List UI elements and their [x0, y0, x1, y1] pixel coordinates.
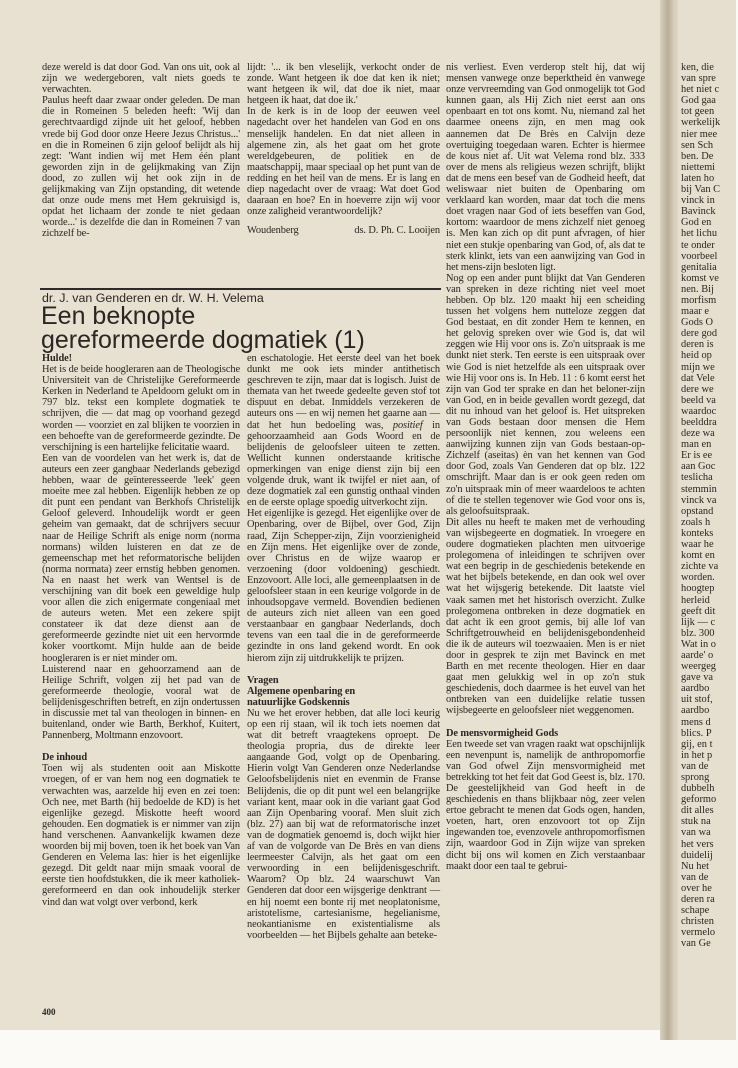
paragraph: Luisterend naar en gehoorzamend aan de Heilige Schrift, volgen zij het pad van de gereformeerde theologie, vooral wat de belijdenisgeschriften betreft, en zijn ondertussen in discussie met tal van theologen in binnen- en buitenland, onder wie Barth, Berkhof, Kuitert, Pannenberg, Moltmann enzovoort. — [42, 663, 240, 742]
next-page-line: van Ge — [681, 938, 711, 950]
paragraph: Toen wij als studenten ooit aan Miskotte vroegen, of er van hem nog een dogmatiek te verwachten was, aarzelde hij even en zei toen: Och nee, met Barth (hij bedoelde de KD) is het eigenlijke gezegd. Miskotte heeft woord gehouden. Een dogmatiek is er nimmer van zijn hand verschenen. Aanvankelijk kwamen deze woorden bij mij boven, toen ik het boek van Van Genderen en Velema las: hier is het eigenlijke gezegd. Dit geldt naar mijn smaak vooral de eerste tien hoofdstukken, die ik meer katholiek-gereformeerd en dan ook inhoudelijk sterker vind dan wat volgt over verbond, kerk — [42, 763, 240, 908]
next-page-line: worden. — [681, 572, 715, 584]
next-page-line: mijn we — [681, 361, 715, 373]
next-page-line: heid op — [681, 350, 712, 362]
section-heading: De mensvormigheid Gods — [446, 727, 559, 739]
section-heading: Hulde! — [42, 353, 72, 364]
next-page-line: dere we — [681, 383, 714, 395]
next-page-line: sprong — [681, 772, 710, 783]
next-page-line: werkelijk — [681, 117, 721, 129]
next-page-line: Nu het — [681, 860, 709, 872]
emphasis: positief — [392, 419, 423, 431]
paragraph: In de kerk is in de loop der eeuwen veel nagedacht over het handelen van God en ons menselijk handelen. En dat niet alleen in algemene zin, als het gaat om het grote wereldgebeuren, de politiek en de maatschappij, maar speciaal op het punt van de redding en het heil van de mens. Er is lang en diep nagedacht over de vraag: Wat doet God daaraan en hoe? En in hoeverre zijn wij voor onze zaligheid verantwoordelijk? — [247, 106, 440, 218]
next-page-line: beeld va — [681, 394, 716, 406]
previous-article-column-2 — [247, 62, 440, 236]
next-page-line: deren is — [681, 339, 714, 351]
next-page-line: van spre — [681, 73, 716, 85]
next-page-line: nen. Bij — [681, 283, 714, 295]
page-gutter — [660, 0, 680, 1040]
next-page-line: van wa — [681, 827, 711, 839]
next-page-line: schape — [681, 905, 710, 917]
article-title — [41, 304, 365, 352]
next-page-line: christen — [681, 916, 714, 928]
next-page-line: maar e — [681, 306, 709, 318]
next-page-line: Er is ee — [681, 450, 713, 462]
paragraph: Nu we het erover hebben, dat alle loci keurig op een rij staan, wil ik toch iets noemen dat wat dit betreft vraagtekens oproept. De theologia propria, dus de direkte leer aangaande God, volgt op de Openbaring. Hierin volgt Van Genderen onze Nederlandse Geloofsbelijdenis niet en evenmin de Franse Belijdenis, die op dit punt wel een belangrijke variant kent, maar ook in die variant gaat God aan Zijn Openbaring vooraf. Men sluit zich (blz. 27) aan bij wat de reformatorische inzet van de dogmatiek genoemd is, doch wijkt hier af van de volgorde van De Brès en van diens leermeester Calvijn, als het gaat om een verwoording in een belijdenisgeschrift. Waarom? Op blz. 24 waarschuwt Van Genderen dat door een wijsgerige denktrant — en hij noemt een bonte rij met neoplatonisme, aristotelisme, cartesianisme, hegelianisme, neokantianisme en existentialisme als voorbeelden — het Bijbels gehalte aan beteke- — [247, 707, 440, 941]
paragraph — [247, 353, 440, 508]
next-page-line: van de — [681, 760, 709, 772]
article-authors: dr. J. van Genderen en dr. W. H. Velema — [42, 291, 264, 305]
next-page-line: in het p — [681, 749, 713, 761]
next-page-line: het vers — [681, 838, 714, 850]
next-page-line: dubbelh — [681, 783, 715, 795]
next-page-line: ken, die — [681, 62, 714, 73]
next-page-line: dat Vele — [681, 372, 715, 384]
next-page-line: te onder — [681, 239, 715, 251]
next-page-line: God en — [681, 217, 712, 229]
next-page-column — [681, 62, 720, 950]
next-page-line: konteks — [681, 527, 714, 539]
next-page-line: morfism — [681, 294, 717, 306]
next-page-line: God gaa — [681, 95, 716, 107]
section-divider — [40, 288, 441, 290]
next-page-line: beelddra — [681, 417, 717, 428]
paragraph: Een van de voordelen van het werk is, dat de auteurs een zeer gangbaar Nederlands gebezigd hebben, waar de geïnteresseerde 'leek' geen moeite mee zal hebben. Eigenlijk hebben ze op dit punt een pendant van Berkhofs Christelijk Geloof geleverd. Inhoudelijk wordt er geen geheim van gemaakt, dat de schrijvers secuur naar de Heilige Schrift als enige norm (norma normans) wilden luisteren en dat ze de gemeenschap met het reformatorische belijden (norma normata) zeer ernstig hebben genomen. Na en naast het werk van Wentsel is de verschijning van dit boek een geweldige hulp voor allen die zich enigermate congeniaal met de auteurs weten. Met een zekere spijt constateer ik dat deze dienst aan de gereformeerde gezindte niet uit een hervormde koker voortkomt. Mijn hulde aan de beide hoogleraren is er niet minder om. — [42, 452, 240, 664]
next-page-line: vinck in — [681, 195, 715, 207]
next-page-line: geformo — [681, 794, 717, 806]
next-page-line: deren ra — [681, 894, 715, 906]
next-page-line: genitalia — [681, 261, 717, 273]
next-page-line: duidelij — [681, 849, 713, 861]
next-page-line: bij Van C — [681, 184, 721, 196]
next-page-line: stemmin — [681, 483, 717, 495]
next-page-line: vinck va — [681, 494, 717, 506]
signature-name: ds. D. Ph. C. Looijen — [354, 225, 440, 237]
article-column-1 — [42, 353, 240, 908]
next-page-line: sen Sch — [681, 139, 714, 151]
next-page-line: gij, en t — [681, 738, 713, 750]
next-page-line: het niet c — [681, 84, 720, 96]
next-page-line: aardbo — [681, 705, 710, 717]
next-page-line: tot geen — [681, 106, 715, 118]
title-line-2: gereformeerde dogmatiek (1) — [41, 326, 365, 354]
next-page-line: stuk na — [681, 816, 711, 828]
next-page-line: dit alles — [681, 805, 714, 817]
paragraph: deze wereld is dat door God. Van ons uit, ook al zijn we wedergeboren, valt niets goeds te verwachten. — [42, 62, 240, 96]
next-page-line: uit stof, — [681, 694, 713, 706]
next-page-line: het lichu — [681, 228, 718, 240]
next-page-line: laten ho — [681, 172, 715, 184]
next-page-line: teslicha — [681, 472, 713, 484]
next-page-line: deze wa — [681, 428, 715, 440]
next-page-line: niettemi — [681, 161, 716, 173]
next-page-line: man en — [681, 439, 712, 451]
paragraph: Het is de beide hoogleraren aan de Theologische Universiteit van de Christelijke Gereformeerde Kerken in Nederland te Apeldoorn gelukt om in 797 blz. tekst een komplete dogmatiek te schrijven, die — dat mag op voorhand gezegd worden — voorziet en zal blijken te voorzien in een behoefte van de gereformeerde gezindte. De verschijning is een hartelijke felicitatie waard. — [42, 364, 240, 453]
paragraph: lijdt: '... ik ben vleselijk, verkocht onder de zonde. Want hetgeen ik doe dat ken ik niet; want hetgeen ik wil, dat doe ik niet, maar hetgeen ik haat, dat doe ik.' — [247, 62, 440, 107]
next-page-line: vermelo — [681, 927, 716, 939]
next-page-line: blz. 300 — [681, 627, 715, 639]
subsection-heading: natuurlijke Godskennis — [247, 696, 350, 708]
text: in gehoorzaamheid aan Gods Woord en de belijdenis de geloofsleer uiteen te zetten. Wellicht kunnen onderstaande kritische opmerkingen van enige dienst zijn bij een volgende druk, want ik twijfel er niet aan, of deze dogmatiek zal een gunstig onthaal vinden en de eerste oplage spoedig uitverkocht zijn. — [247, 419, 440, 509]
next-page-line: lijk — c — [681, 616, 716, 628]
paragraph: Het eigenlijke is gezegd. Het eigenlijke over de Openbaring, over de Bijbel, over God, Zijn raad, Zijn Schepper-zijn, Zijn voorzienigheid en Zijn mens. Het eigenlijke over de zonde, over Christus en de wijze waarop er verzoening (door voldoening) geschiedt. Enzovoort. Alle loci, alle gemeenplaatsen in de geloofsleer staan in een keurige volgorde in de inhoudsopgave vermeld. Bovendien bedienen de auteurs zich niet alleen van een goed verstaanbaar en gangbaar Nederlands, doch tevens van een taal die in de gereformeerde gezindte in ons land gekend wordt. En ook hierom zijn zij uitdrukkelijk te prijzen. — [247, 508, 440, 664]
next-page-line: ben. De — [681, 150, 714, 162]
article-column-3 — [446, 62, 645, 872]
page-number: 400 — [42, 1007, 56, 1017]
next-page-line: blics. P — [681, 727, 712, 739]
paragraph: Paulus heeft daar zwaar onder geleden. De man die in Romeinen 5 beleden heeft: 'Wij dan gerechtvaardigd zijnde uit het geloof, hebben vrede bij God door onze Heere Jezus Christus...' en die in Romeinen 6 zijn geloof belijdt als hij zegt: 'Want indien wij met Hem één plant geworden zijn in de gelijkmaking van Zijn dood, zo zullen wij het ook zijn in de gelijkmaking van Zijn opstanding, dit wetende dat onze oude mens met Hem gekruisigd is, opdat het lichaam der zonde te niet gedaan worde...' is dezelfde die dan in Romeinen 7 van zichzelf be- — [42, 95, 240, 240]
next-page-line: aardbo — [681, 683, 710, 695]
signature-place: Woudenberg — [247, 225, 299, 237]
paragraph: Een tweede set van vragen raakt wat opschijnlijk een nevenpunt is, namelijk de anthropomorfie van God ofwel Zijn mensvormigheid met betrekking tot het feit dat God Geest is, blz. 170. De geestelijkheid van God heeft in de geschiedenis en thans blijkbaar nòg, zeer velen ertoe gebracht te menen dat Gods ogen, handen, voeten, hart, oren enzovoort tot op Zijn ingewanden toe, evenzovele anthropomorfismen zijn, waardoor God in Zijn wijze van spreken dicht bij ons wil komen en Zich verstaanbaar maakt door een taal te gebrui- — [446, 738, 645, 872]
next-page-line: over he — [681, 882, 712, 894]
next-page-line: gave va — [681, 672, 714, 684]
next-page-line: aan Goc — [681, 461, 716, 473]
next-page-line: opstand — [681, 505, 714, 517]
next-page-line: zichte va — [681, 561, 719, 573]
next-page-line: hoogtep — [681, 583, 715, 595]
next-page-line: van de — [681, 871, 709, 883]
next-page-line: komst ve — [681, 272, 719, 284]
next-page-line: Wat in o — [681, 638, 716, 650]
next-page-line: komt en — [681, 550, 715, 562]
paragraph: nis verliest. Even verderop stelt hij, dat wij mensen vanwege onze beperktheid èn vanwege onze vervreemding van God onmogelijk tot God kunnen gaan, als Hij Zich niet eerst aan ons openbaart en tot ons komt. Nu, niemand zal het daarmee oneens zijn, en men mag ook aannemen dat De Brès en Calvijn deze overtuiging toegedaan waren. Echter is hiermee de kous niet af. Uit wat Velema rond blz. 333 over de mens als religieus wezen schrijft, blijkt dat de mens een besef van de Godheid heeft, dat weliswaar niet buiten de Openbaring om verklaard kan worden, maar dat toch die mens doet vragen naar God of iets beseffen van God, kortom: waardoor de mens zichzelf niet genoeg is. Men kan zich op dit punt afvragen, of hier niet een stukje openbaring van God, of, als dat te sterk klinkt, iets van een aanwijzing van God in het mens-zijn besloten ligt. — [446, 62, 645, 273]
next-page-line: nier mee — [681, 128, 718, 140]
next-page-line: zoals h — [681, 516, 711, 528]
next-page-line: Gods O — [681, 317, 714, 329]
next-page-line: waar he — [681, 539, 714, 551]
section-heading: Vragen — [247, 674, 279, 686]
article-column-2 — [247, 353, 440, 941]
next-page-line: voorbeel — [681, 250, 718, 262]
previous-article-column-1 — [42, 62, 240, 240]
section-heading: De inhoud — [42, 752, 88, 764]
text: en eschatologie. Het eerste deel van het boek dunkt me ook iets minder antithetisch geschreven te zijn, maar dat is logisch. Juist de themata van het tweede gedeelte geven stof tot dispuut en debat. Inmiddels verzekeren de auteurs ons — en wij nemen het gaarne aan — dat het hun bedoeling was, — [247, 353, 440, 431]
paragraph: Nog op een ander punt blijkt dat Van Genderen van spreken in deze richting niet veel moet hebben. Op blz. 120 maakt hij een scheiding tussen het volgens hem nutteloze zeggen dat God bestaat, en dit zonder Hem te kennen, en het gelovig spreken over wie God is, dat wil zeggen wie Hij voor ons is. Zo'n uitspraak is me dunkt niet sterk. Ten eerste is een uitspraak over wie God is niet hetzelfde als een uitspraak over wie Hij voor ons is. In Heb. 11 : 6 komt eerst het zijn van God ter sprake en dan het beloner-zijn van God, en in beide gevallen wordt gezegd, dat dit nu inhoud van het geloof is. Het uitspreken van Gods bestaan door mensen die Hem persoonlijk niet kennen, zou weleens een aanwijzing kunnen zijn van Gods bestaan-op-Zichzelf (aseitas) èn van het kennen van God door God, zoals Van Genderen dat op blz. 122 omschrijft. Maar dan is er ook geen reden om zo'n uitspraak min of meer waardeloos te achten of die te stellen tegenover wie God voor ons is, als geloofsuitspraak. — [446, 272, 645, 517]
next-page-line: herleid — [681, 594, 710, 606]
subsection-heading: Algemene openbaring en — [247, 685, 356, 697]
paragraph: Dit alles nu heeft te maken met de verhouding van wijsbegeerte en dogmatiek. In vroegere en oudere dogmatieken plachten men uitvoerige prolegomena of inleidingen te schrijven over wat een begrip in de geschiedenis betekende en wat het bijbels betekende, en dan ook wel over wat het wijsgerig betekende. Dit laatste viel vaak samen met het historisch overzicht. Zulke prolegomena ontbreken in deze dogmatiek en dat acht ik een groot gemis, bij alle lof van Schriftgetrouwheid en belijdenisgebondenheid die ik de auteurs wil toezwaaien. Men is er niet door in gesprek te zijn met Bavinck en met Barth en met recente theologen. Hier en daar gaat men gelukkig wel in op zo'n stuk geschiedenis, doch daarmee is het euvel van het ontbreken van een duidelijke relatie tussen wijsbegeerte en geloofsleer niet weggenomen. — [446, 516, 645, 717]
next-page-line: weergeg — [681, 661, 717, 673]
next-page-line: mens d — [681, 716, 711, 728]
signature — [247, 225, 440, 236]
next-page-line: aarde' o — [681, 649, 714, 661]
next-page-line: dere god — [681, 328, 718, 340]
next-page-line: geeft dit — [681, 605, 716, 617]
next-page-line: Bavinck — [681, 206, 716, 218]
title-line-1: Een beknopte — [41, 302, 196, 330]
next-page-line: waardoc — [681, 405, 717, 417]
